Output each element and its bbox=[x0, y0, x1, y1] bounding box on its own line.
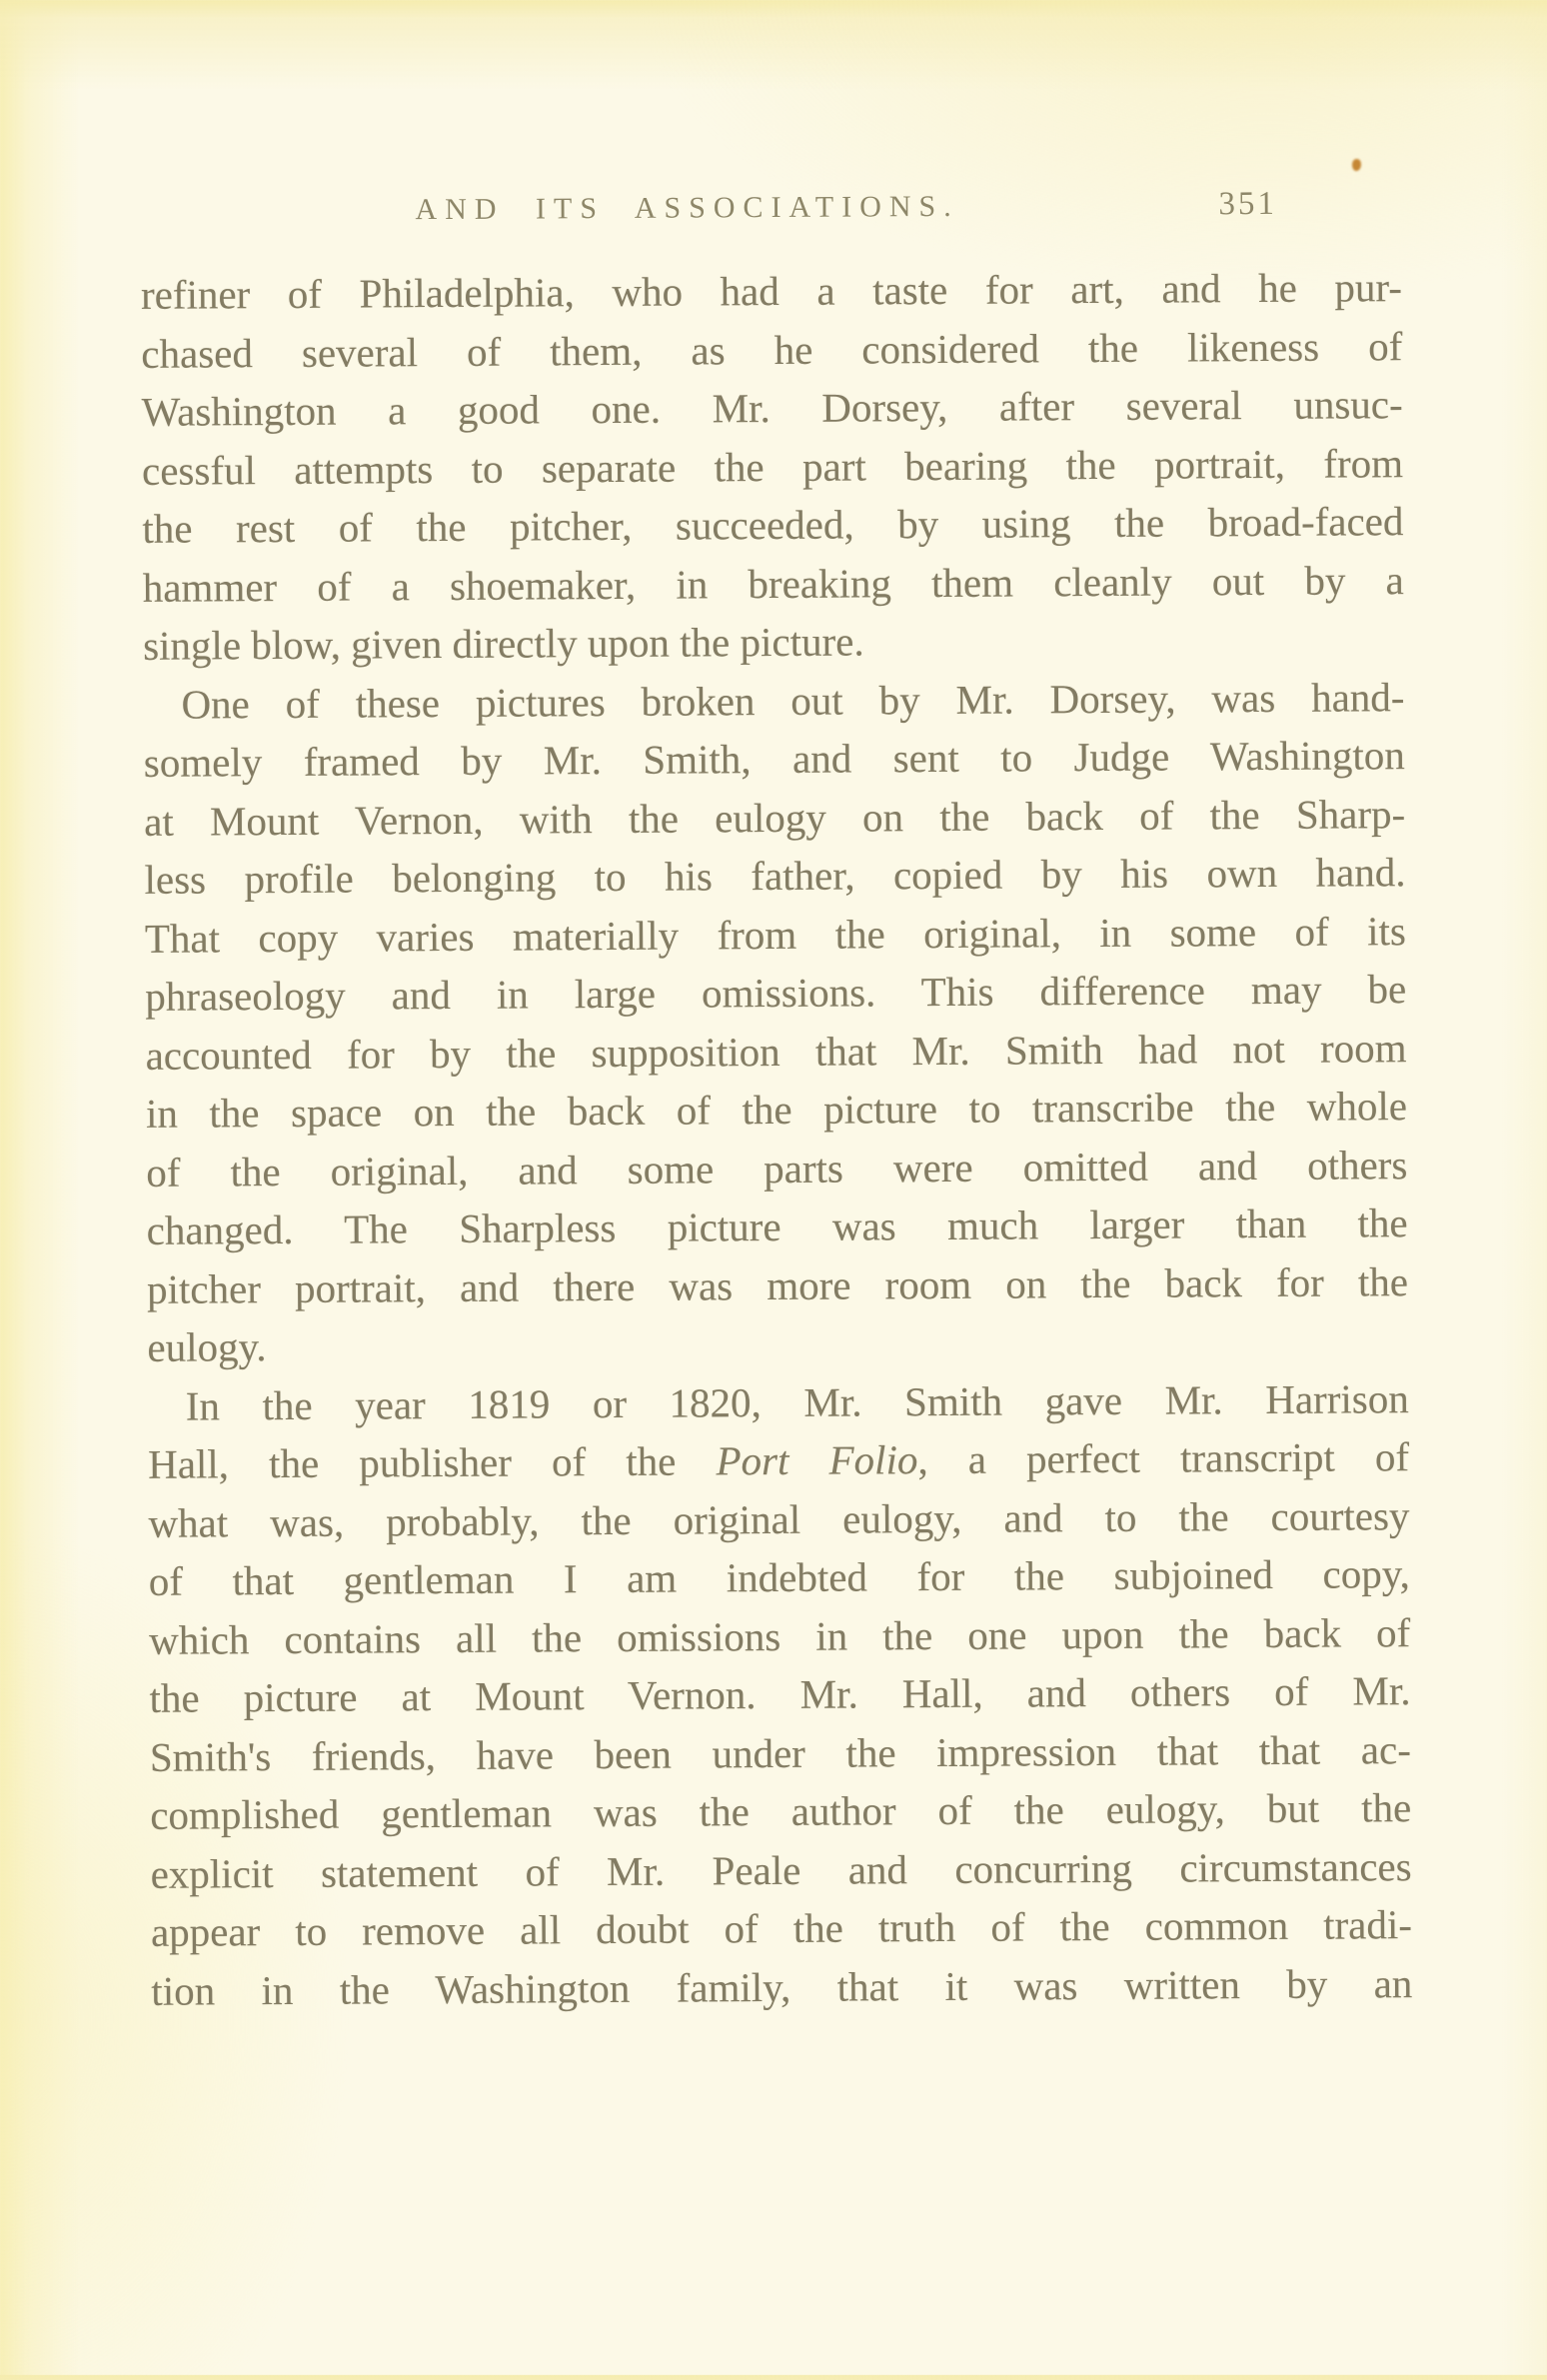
text-line: in the space on the back of the picture to transcribe the whole bbox=[145, 1083, 1408, 1137]
text-line: at Mount Vernon, with the eulogy on the back of the Sharp- bbox=[144, 790, 1406, 845]
text-segment: , a perfect transcript of bbox=[917, 1433, 1410, 1483]
text-line: Washington a good one. Mr. Dorsey, after several unsuc- bbox=[141, 381, 1403, 435]
text-line: One of these pictures broken out by Mr. Dorsey, was hand- bbox=[181, 673, 1405, 728]
text-line: chased several of them, as he considered the likeness of bbox=[141, 322, 1403, 377]
page-text bbox=[141, 258, 1413, 2020]
page-number: 351 bbox=[1218, 185, 1278, 223]
text-line: single blow, given directly upon the picture. bbox=[142, 618, 864, 669]
text-line: In the year 1819 or 1820, Mr. Smith gave Mr. Harrison bbox=[185, 1374, 1409, 1429]
text-line: the rest of the pitcher, succeeded, by using the broad-faced bbox=[142, 498, 1404, 552]
text-line: what was, probably, the original eulogy, and to the courtesy bbox=[148, 1491, 1410, 1546]
text-line: phraseology and in large omissions. This difference may be bbox=[145, 966, 1407, 1020]
running-header: AND ITS ASSOCIATIONS. bbox=[415, 189, 959, 227]
text-line: changed. The Sharpless picture was much larger than the bbox=[146, 1199, 1408, 1253]
text-line: That copy varies materially from the original, in some of its bbox=[144, 907, 1407, 962]
text-line: the picture at Mount Vernon. Mr. Hall, and others of Mr. bbox=[149, 1667, 1411, 1721]
text-line bbox=[148, 1427, 1409, 1493]
text-line: complished gentleman was the author of the eulogy, but the bbox=[150, 1784, 1412, 1838]
text-line: pitcher portrait, and there was more room on the back for the bbox=[146, 1257, 1409, 1312]
text-line: somely framed by Mr. Smith, and sent to Judge Washington bbox=[143, 732, 1405, 786]
text-line: refiner of Philadelphia, who had a taste for art, and he pur- bbox=[140, 264, 1403, 318]
text-line: less profile belonging to his father, copied by his own hand. bbox=[144, 849, 1406, 903]
text-line: cessful attempts to separate the part bearing the portrait, from bbox=[141, 439, 1404, 494]
text-line: explicit statement of Mr. Peale and concurring circumstances bbox=[150, 1842, 1412, 1897]
italic-text: Port Folio bbox=[716, 1436, 918, 1484]
text-line: which contains all the omissions in the one upon the back of bbox=[149, 1608, 1411, 1663]
text-line: hammer of a shoemaker, in breaking them cleanly out by a bbox=[142, 556, 1404, 611]
text-segment: Hall, the publisher of the bbox=[147, 1437, 717, 1487]
text-line: eulogy. bbox=[147, 1323, 267, 1370]
text-line: tion in the Washington family, that it was written by an bbox=[151, 1959, 1413, 2014]
text-line: of the original, and some parts were omitted and others bbox=[146, 1141, 1408, 1195]
text-line: accounted for by the supposition that Mr. Smith had not room bbox=[145, 1024, 1407, 1079]
text-line: of that gentleman I am indebted for the subjoined copy, bbox=[148, 1550, 1410, 1604]
text-line: appear to remove all doubt of the truth of the common tradi- bbox=[150, 1901, 1413, 1955]
text-line: Smith's friends, have been under the impression that that ac- bbox=[149, 1725, 1412, 1780]
